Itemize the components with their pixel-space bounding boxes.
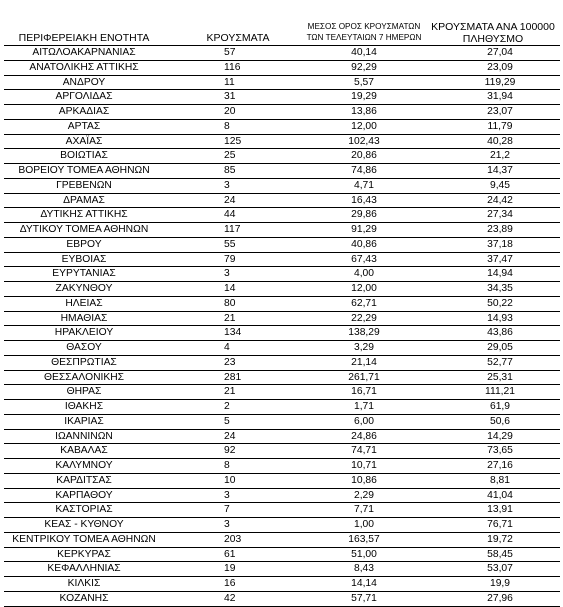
cell-7day-average: 74,71	[351, 445, 377, 457]
cell-cases: 55	[224, 238, 236, 250]
table-row	[4, 149, 560, 164]
table-body	[4, 46, 560, 607]
cell-region: ΚΙΛΚΙΣ	[67, 578, 101, 589]
cell-region: ΔΥΤΙΚΟΥ ΤΟΜΕΑ ΑΘΗΝΩΝ	[19, 224, 149, 235]
cell-7day-average: 1,00	[353, 519, 375, 530]
cell-region: ΑΙΤΩΛΟΑΚΑΡΝΑΝΙΑΣ	[32, 47, 136, 58]
table-row	[4, 459, 560, 474]
cell-region: ΓΡΕΒΕΝΩΝ	[56, 179, 112, 191]
table-row	[4, 533, 560, 548]
cell-cases: 8	[224, 120, 230, 132]
cell-cases: 11	[224, 76, 235, 88]
cell-7day-average: 67,43	[351, 253, 377, 265]
cell-cases-per-100k: 27,04	[487, 47, 513, 58]
cell-7day-average: 92,29	[351, 61, 377, 73]
cell-region: ΘΑΣΟΥ	[66, 342, 102, 353]
table-row	[4, 341, 560, 356]
cell-7day-average: 7,71	[353, 504, 375, 516]
cell-region: ΚΑΒΑΛΑΣ	[60, 445, 108, 457]
cell-7day-average: 1,71	[353, 401, 375, 412]
table-header	[4, 12, 560, 46]
header-cases-per-100k	[430, 21, 556, 45]
table-row	[4, 105, 560, 120]
cell-cases: 21	[224, 312, 236, 324]
table-row	[4, 444, 560, 459]
cell-cases-per-100k: 73,65	[487, 445, 513, 457]
cell-7day-average: 4,71	[353, 179, 375, 191]
table-row	[4, 61, 560, 76]
cell-cases: 20	[224, 106, 236, 117]
cell-7day-average: 13,86	[351, 106, 377, 117]
table-row	[4, 326, 560, 341]
cell-cases: 92	[224, 445, 236, 457]
cell-region: ΚΟΖΑΝΗΣ	[59, 592, 109, 604]
cell-cases: 57	[224, 47, 236, 58]
cell-cases-per-100k: 23,09	[487, 61, 513, 73]
table-row	[4, 90, 560, 105]
cell-cases-per-100k: 23,89	[487, 224, 513, 235]
cell-cases: 116	[224, 61, 241, 73]
cell-cases-per-100k: 43,86	[487, 327, 513, 339]
cell-cases: 10	[224, 474, 236, 486]
cell-region: ΔΥΤΙΚΗΣ ΑΤΤΙΚΗΣ	[40, 209, 128, 221]
cell-cases-per-100k: 29,05	[487, 342, 513, 353]
cell-cases-per-100k: 58,45	[487, 548, 513, 560]
cell-region: ΙΚΑΡΙΑΣ	[64, 415, 104, 427]
cell-7day-average: 21,14	[351, 356, 377, 368]
cell-7day-average: 6,00	[353, 415, 375, 427]
cell-7day-average: 5,57	[353, 76, 375, 88]
cell-cases-per-100k: 50,6	[489, 415, 511, 427]
header-cases-per-100k-line2: ΠΛΗΘΥΣΜΟ	[462, 33, 524, 45]
cell-cases-per-100k: 50,22	[487, 297, 513, 309]
table-row	[4, 356, 560, 371]
cell-cases-per-100k: 27,16	[487, 460, 513, 471]
cell-cases: 125	[224, 135, 242, 147]
cell-7day-average: 51,00	[351, 548, 377, 560]
cell-cases-per-100k: 19,72	[487, 533, 513, 545]
cell-cases: 80	[224, 297, 236, 309]
cell-7day-average: 14,14	[351, 578, 377, 589]
cell-cases: 44	[224, 209, 236, 221]
cell-region: ΖΑΚΥΝΘΟΥ	[55, 283, 113, 294]
cell-region: ΘΕΣΣΑΛΟΝΙΚΗΣ	[43, 371, 125, 383]
table-row	[4, 503, 560, 518]
cell-7day-average: 24,86	[351, 430, 377, 442]
cell-7day-average: 8,43	[353, 563, 375, 575]
table-row	[4, 474, 560, 489]
cell-cases: 134	[224, 327, 242, 339]
cell-7day-average: 2,29	[353, 489, 375, 501]
cell-cases-per-100k: 31,94	[487, 91, 513, 103]
cell-cases-per-100k: 14,93	[487, 312, 513, 324]
table-row	[4, 164, 560, 179]
cell-cases: 281	[224, 371, 242, 383]
cell-7day-average: 62,71	[351, 297, 377, 309]
cell-region: ΑΡΚΑΔΙΑΣ	[58, 106, 110, 117]
table-row	[4, 312, 560, 327]
table-row	[4, 46, 560, 61]
table-row	[4, 282, 560, 297]
cell-cases: 42	[224, 592, 236, 604]
cell-cases: 3	[224, 519, 230, 530]
cell-cases: 117	[224, 224, 241, 235]
header-7day-average-line1: ΜΕΣΟΣ ΟΡΟΣ ΚΡΟΥΣΜΑΤΩΝ	[307, 22, 421, 31]
cell-region: ΑΝΑΤΟΛΙΚΗΣ ΑΤΤΙΚΗΣ	[29, 61, 139, 73]
cell-cases: 16	[224, 578, 236, 589]
table-row	[4, 415, 560, 430]
cell-cases-per-100k: 27,34	[487, 209, 513, 221]
cell-7day-average: 12,00	[351, 283, 377, 294]
header-cases: ΚΡΟΥΣΜΑΤΑ	[206, 32, 270, 44]
cell-region: ΗΛΕΙΑΣ	[65, 297, 103, 309]
cell-cases-per-100k: 14,29	[487, 430, 513, 442]
cell-cases-per-100k: 19,9	[489, 578, 511, 589]
cell-region: ΙΘΑΚΗΣ	[64, 401, 104, 412]
cell-cases: 8	[224, 460, 230, 471]
cell-cases-per-100k: 24,42	[487, 194, 513, 206]
cell-7day-average: 16,43	[351, 194, 377, 206]
cell-7day-average: 3,29	[353, 342, 375, 353]
table-row	[4, 179, 560, 194]
cell-region: ΗΜΑΘΙΑΣ	[60, 312, 108, 324]
cell-cases-per-100k: 8,81	[489, 474, 511, 486]
cell-7day-average: 12,00	[351, 120, 377, 132]
cell-region: ΑΡΤΑΣ	[67, 120, 101, 132]
cell-cases: 3	[224, 179, 230, 191]
cell-region: ΚΕΦΑΛΛΗΝΙΑΣ	[47, 563, 121, 575]
cell-cases-per-100k: 13,91	[487, 504, 513, 516]
cell-region: ΗΡΑΚΛΕΙΟΥ	[54, 327, 114, 339]
cell-region: ΚΕΑΣ - ΚΥΘΝΟΥ	[44, 519, 124, 530]
cell-7day-average: 19,29	[351, 91, 377, 103]
cell-cases: 2	[224, 401, 230, 412]
cell-cases-per-100k: 34,35	[487, 283, 513, 294]
cell-region: ΒΟΙΩΤΙΑΣ	[60, 150, 108, 162]
cell-cases: 24	[224, 430, 236, 442]
table-row	[4, 194, 560, 209]
cell-7day-average: 102,43	[348, 135, 380, 147]
cell-7day-average: 22,29	[351, 312, 377, 324]
cell-cases: 203	[224, 533, 242, 545]
cell-cases-per-100k: 25,31	[487, 371, 513, 383]
table-row	[4, 223, 560, 238]
cell-cases: 4	[224, 342, 230, 353]
table-row	[4, 297, 560, 312]
table-row	[4, 371, 560, 386]
header-region: ΠΕΡΙΦΕΡΕΙΑΚΗ ΕΝΟΤΗΤΑ	[18, 32, 150, 44]
table-row	[4, 518, 560, 533]
table-row	[4, 489, 560, 504]
table-row	[4, 592, 560, 607]
header-7day-average	[294, 21, 434, 43]
cases-table	[4, 12, 560, 607]
cell-cases: 79	[224, 253, 236, 265]
table-row	[4, 548, 560, 563]
table-row	[4, 76, 560, 91]
cell-cases: 21	[224, 386, 236, 398]
table-row	[4, 208, 560, 223]
cell-cases-per-100k: 21,2	[489, 150, 511, 162]
cell-cases-per-100k: 14,94	[487, 268, 513, 280]
cell-cases-per-100k: 37,18	[487, 238, 513, 250]
cell-region: ΕΒΡΟΥ	[66, 238, 102, 250]
cell-region: ΚΕΡΚΥΡΑΣ	[57, 548, 111, 560]
cell-cases: 19	[224, 563, 236, 575]
cell-region: ΚΕΝΤΡΙΚΟΥ ΤΟΜΕΑ ΑΘΗΝΩΝ	[12, 533, 156, 545]
header-cases-per-100k-line1: ΚΡΟΥΣΜΑΤΑ ΑΝΑ 100000	[431, 21, 555, 33]
header-7day-average-line2: ΤΩΝ ΤΕΛΕΥΤΑΙΩΝ 7 ΗΜΕΡΩΝ	[306, 33, 422, 42]
table-row	[4, 400, 560, 415]
cell-cases-per-100k: 9,45	[489, 179, 511, 191]
cell-7day-average: 91,29	[351, 224, 377, 235]
cell-region: ΚΑΣΤΟΡΙΑΣ	[55, 504, 113, 516]
cell-cases-per-100k: 119,29	[484, 76, 516, 88]
cell-region: ΘΕΣΠΡΩΤΙΑΣ	[51, 356, 117, 368]
cell-7day-average: 10,71	[351, 460, 377, 471]
cell-cases-per-100k: 23,07	[487, 106, 513, 117]
cell-cases: 5	[224, 415, 230, 427]
cell-region: ΔΡΑΜΑΣ	[63, 194, 105, 206]
cell-cases: 61	[224, 548, 236, 560]
cell-cases-per-100k: 41,04	[487, 489, 513, 501]
cell-7day-average: 20,86	[351, 150, 377, 162]
cell-7day-average: 57,71	[351, 592, 377, 604]
cell-region: ΚΑΛΥΜΝΟΥ	[55, 460, 113, 471]
cell-cases: 3	[224, 268, 230, 280]
cell-region: ΑΡΓΟΛΙΔΑΣ	[55, 91, 113, 103]
cell-cases: 7	[224, 504, 230, 516]
cell-7day-average: 16,71	[351, 386, 377, 398]
cell-region: ΘΗΡΑΣ	[66, 386, 102, 398]
cell-7day-average: 163,57	[348, 533, 380, 545]
cell-cases: 85	[224, 165, 236, 176]
cell-region: ΑΧΑΪΑΣ	[65, 135, 103, 147]
cell-region: ΕΥΡΥΤΑΝΙΑΣ	[52, 268, 116, 280]
cell-cases: 3	[224, 489, 230, 501]
table-row	[4, 267, 560, 282]
cell-cases: 23	[224, 356, 236, 368]
cell-7day-average: 40,14	[351, 47, 377, 58]
table-row	[4, 120, 560, 135]
cell-7day-average: 138,29	[348, 327, 380, 339]
cell-cases-per-100k: 53,07	[487, 563, 513, 575]
cell-region: ΕΥΒΟΙΑΣ	[61, 253, 107, 265]
cell-7day-average: 40,86	[351, 238, 377, 250]
table-row	[4, 385, 560, 400]
cell-cases-per-100k: 11,79	[487, 120, 513, 132]
cell-region: ΚΑΡΠΑΘΟΥ	[55, 489, 113, 501]
cell-7day-average: 261,71	[348, 371, 380, 383]
cell-cases: 24	[224, 194, 236, 206]
table-row	[4, 562, 560, 577]
cell-cases: 31	[224, 91, 236, 103]
table-row	[4, 238, 560, 253]
cell-cases: 14	[224, 283, 236, 294]
cell-cases: 25	[224, 150, 236, 162]
cell-7day-average: 29,86	[351, 209, 377, 221]
table-row	[4, 577, 560, 592]
cell-cases-per-100k: 27,96	[487, 592, 513, 604]
cell-region: ΚΑΡΔΙΤΣΑΣ	[56, 474, 112, 486]
cell-cases-per-100k: 37,47	[487, 253, 513, 265]
table-row	[4, 430, 560, 445]
cell-region: ΑΝΔΡΟΥ	[62, 76, 106, 88]
cell-region: ΒΟΡΕΙΟΥ ΤΟΜΕΑ ΑΘΗΝΩΝ	[18, 165, 150, 176]
cell-cases-per-100k: 52,77	[487, 356, 513, 368]
cell-cases-per-100k: 61,9	[489, 401, 511, 412]
cell-7day-average: 10,86	[351, 474, 377, 486]
cell-7day-average: 4,00	[353, 268, 375, 280]
cell-cases-per-100k: 14,37	[487, 165, 513, 176]
cell-cases-per-100k: 40,28	[487, 135, 513, 147]
cell-7day-average: 74,86	[351, 165, 377, 176]
table-row	[4, 253, 560, 268]
table-row	[4, 135, 560, 150]
cell-cases-per-100k: 76,71	[487, 519, 513, 530]
cell-region: ΙΩΑΝΝΙΝΩΝ	[55, 430, 113, 442]
cell-cases-per-100k: 111,21	[485, 386, 515, 398]
